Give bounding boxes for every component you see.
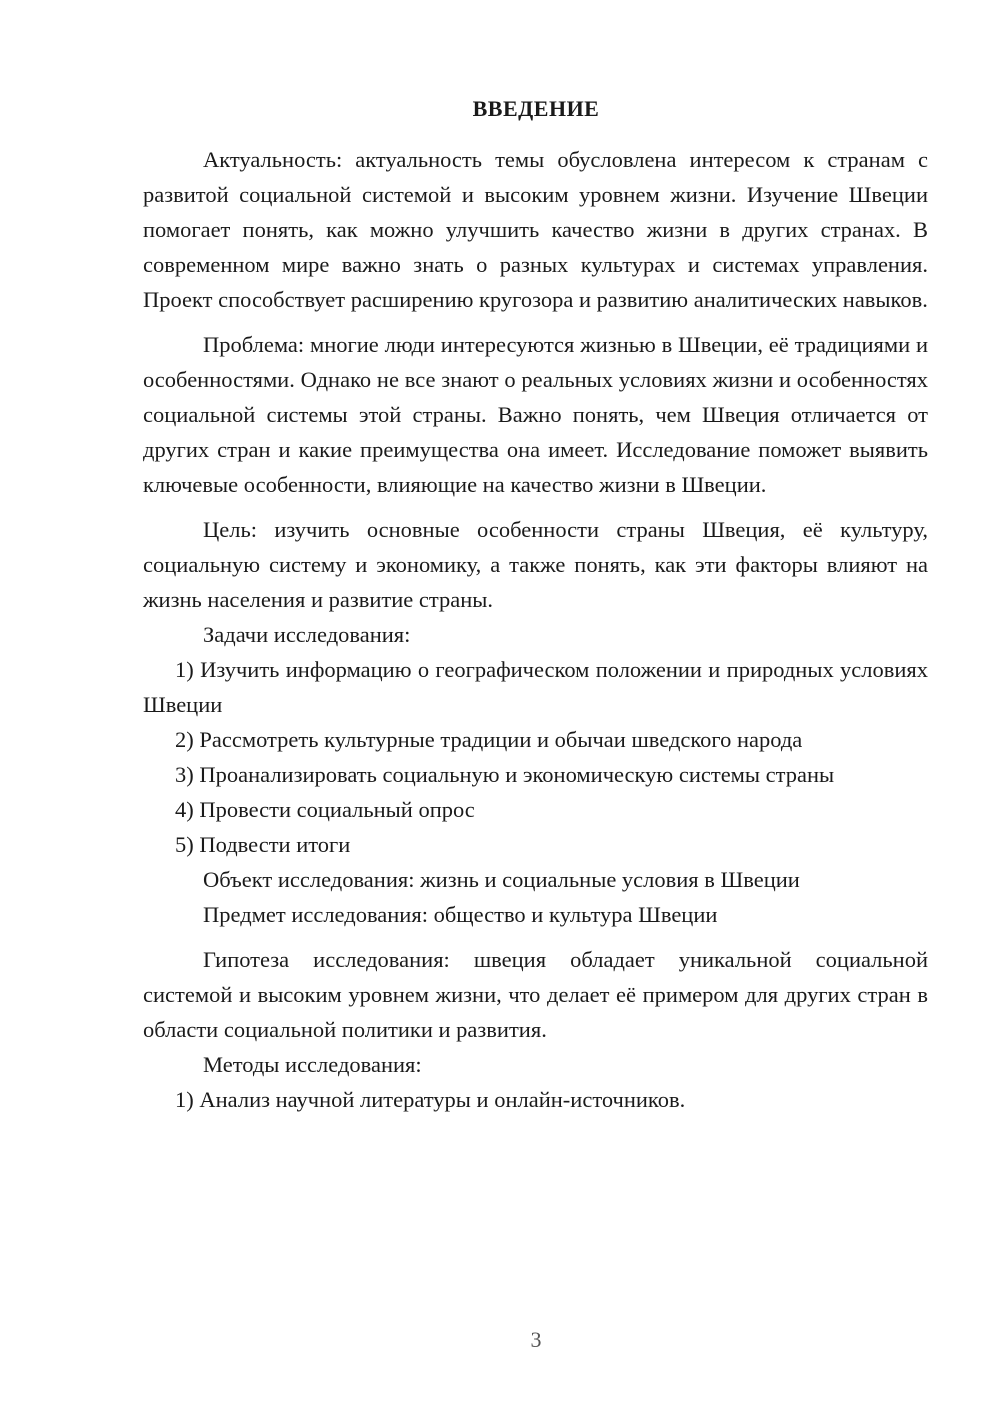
relevance-paragraph: Актуальность: актуальность темы обусловлена интересом к странам с развитой социальной системой и высоким уровнем жизни. Изучение Швеции помогает понять, как можно улучшить качество жизни в других странах. В современном мире важно знать о разных культурах и системах управления. Проект способствует расширению кругозора и развитию аналитических навыков. — [143, 147, 928, 312]
section-title: ВВЕДЕНИЕ — [472, 96, 600, 121]
task-item: 4) Провести социальный опрос — [175, 797, 475, 822]
method-item: 1) Анализ научной литературы и онлайн-источников. — [175, 1087, 686, 1112]
subject-line: Предмет исследования: общество и культура Швеции — [203, 902, 718, 927]
problem-paragraph: Проблема: многие люди интересуются жизнью в Швеции, её традициями и особенностями. Однако не все знают о реальных условиях жизни и особенностях социальной системы этой страны. Важно понять, чем Швеция отличается от других стран и какие преимущества она имеет. Исследование поможет выявить ключевые особенности, влияющие на качество жизни в Швеции. — [143, 332, 928, 497]
task-item: 3) Проанализировать социальную и экономическую системы страны — [175, 762, 835, 787]
document-body — [143, 142, 928, 1117]
task-item: 2) Рассмотреть культурные традиции и обычаи шведского народа — [175, 727, 803, 752]
goal-paragraph: Цель: изучить основные особенности страны Швеция, её культуру, социальную систему и экономику, а также понять, как эти факторы влияют на жизнь населения и развитие страны. — [143, 517, 928, 612]
object-line: Объект исследования: жизнь и социальные условия в Швеции — [203, 867, 800, 892]
page-number: 3 — [530, 1327, 542, 1352]
hypothesis-paragraph: Гипотеза исследования: швеция обладает уникальной социальной системой и высоким уровнем жизни, что делает её примером для других стран в области социальной политики и развития. — [143, 947, 928, 1042]
tasks-heading: Задачи исследования: — [203, 622, 411, 647]
task-item: 1) Изучить информацию о географическом положении и природных условиях Швеции — [143, 657, 928, 717]
task-item: 5) Подвести итоги — [175, 832, 351, 857]
methods-heading: Методы исследования: — [203, 1052, 422, 1077]
